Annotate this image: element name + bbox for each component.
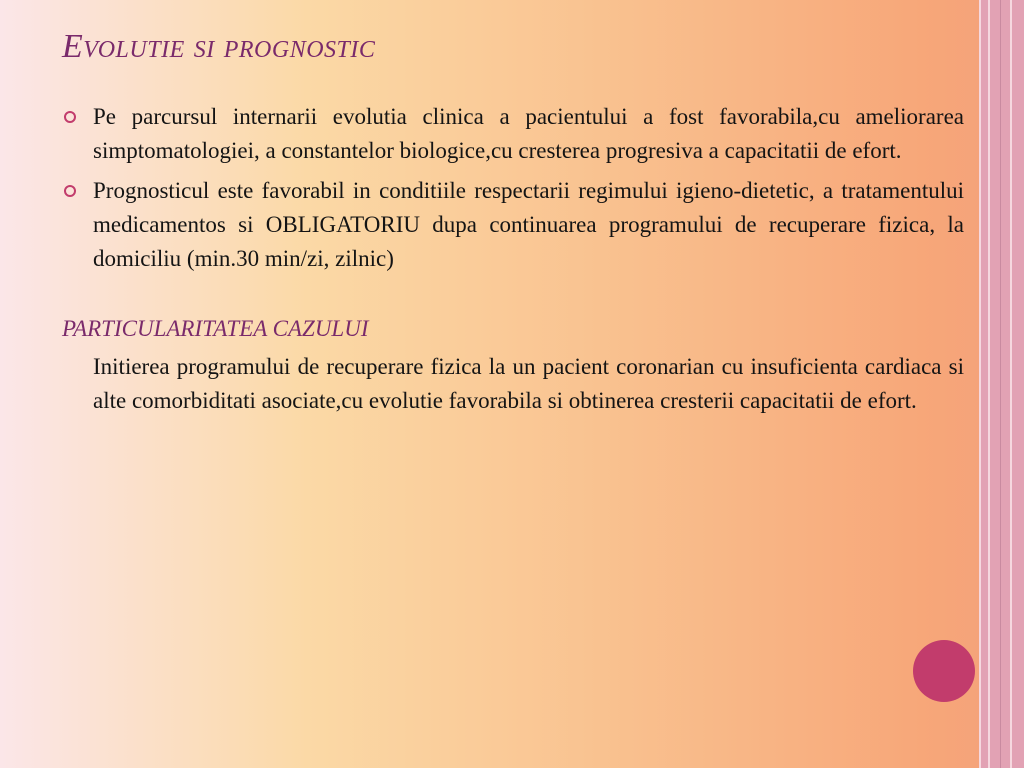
section-paragraph: Initierea programului de recuperare fizica la un pacient coronarian cu insuficienta cardiaca si alte comorbiditati asociate,cu evolutie favorabila si obtinerea cresterii capacitatii de efort. [93, 354, 964, 413]
decorative-line [1010, 0, 1012, 768]
decorative-line [979, 0, 981, 768]
circle-dot-icon [913, 640, 975, 702]
bullet-item [62, 100, 964, 168]
right-decorative-band [980, 0, 1024, 768]
bullet-item [62, 174, 964, 276]
bullet-text: Prognosticul este favorabil in conditiile respectarii regimului igieno-dietetic, a tratamentului medicamentos si OBLIGATORIU dupa continuarea programului de recuperare fizica, la domiciliu (min.30 min/zi, zilnic) [93, 178, 964, 271]
section-title: PARTICULARITATEA CAZULUI [62, 316, 369, 341]
decorative-line [1000, 0, 1001, 768]
slide-title: Evolutie si prognostic [62, 28, 376, 65]
bullet-text: Pe parcursul internarii evolutia clinica a pacientului a fost favorabila,cu ameliorarea simptomatologiei, a constantelor biologice,cu cresterea progresiva a capacitatii de efort. [93, 104, 964, 163]
ring-bullet-icon [64, 185, 76, 197]
slide-content [62, 100, 964, 418]
decorative-line [988, 0, 990, 768]
ring-bullet-icon [64, 111, 76, 123]
